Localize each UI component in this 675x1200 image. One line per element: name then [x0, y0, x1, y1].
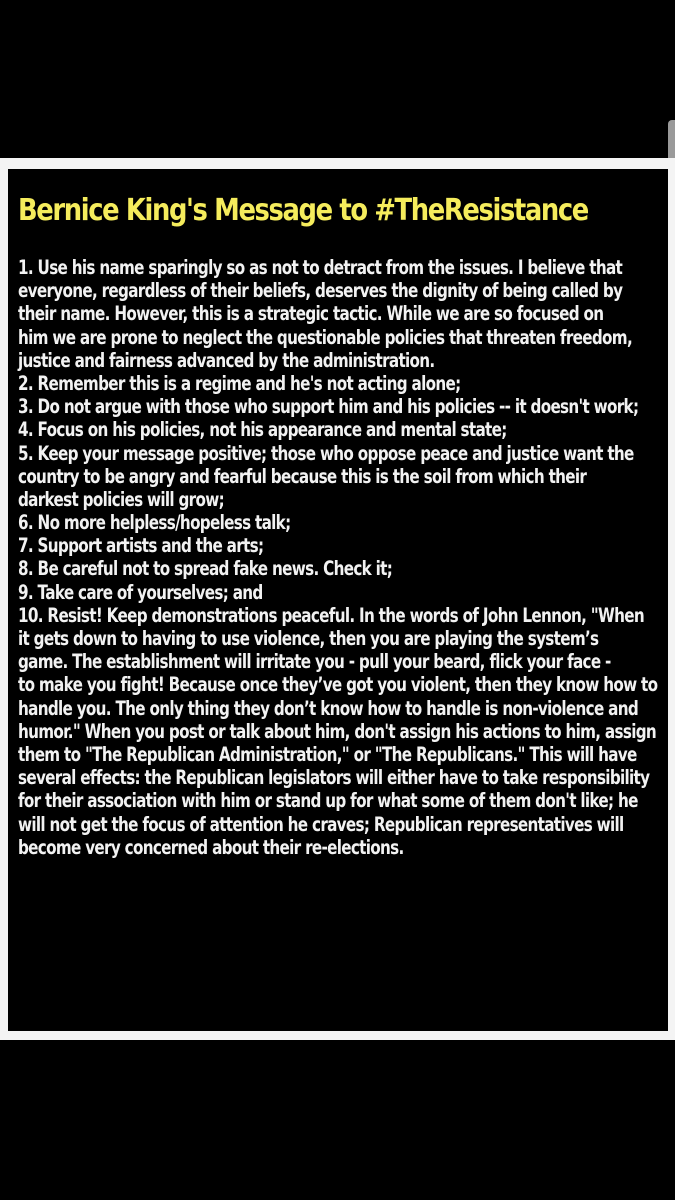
quote-line: 6. No more helpless/hopeless talk;	[18, 511, 291, 535]
quote-body	[18, 256, 666, 859]
quote-line: justice and fairness advanced by the administration.	[18, 348, 435, 372]
quote-line: 4. Focus on his policies, not his appearance and mental state;	[18, 418, 507, 442]
quote-line: their name. However, this is a strategic tactic. While we are so focused on	[18, 302, 604, 326]
quote-line: 5. Keep your message positive; those who oppose peace and justice want the	[18, 441, 634, 465]
quote-line: country to be angry and fearful because this is the soil from which their	[18, 464, 587, 488]
quote-line: them to "The Republican Administration," or "The Republicans." This will have	[18, 742, 637, 766]
quote-line: 7. Support artists and the arts;	[18, 534, 264, 558]
quote-line: several effects: the Republican legislators will either have to take responsibility	[18, 766, 650, 790]
quote-line: 9. Take care of yourselves; and	[18, 580, 263, 604]
quote-line: to make you fight! Because once they’ve got you violent, then they know how to	[18, 673, 658, 697]
quote-line: humor." When you post or talk about him, don't assign his actions to him, assign	[18, 719, 657, 743]
quote-line: him we are prone to neglect the questionable policies that threaten freedom,	[18, 325, 633, 349]
quote-title: Bernice King's Message to #TheResistance	[18, 193, 588, 228]
quote-line: become very concerned about their re-elections.	[18, 835, 404, 859]
quote-line: game. The establishment will irritate you - pull your beard, flick your face -	[18, 650, 611, 674]
quote-line: 8. Be careful not to spread fake news. Check it;	[18, 557, 393, 581]
quote-line: 3. Do not argue with those who support him and his policies -- it doesn't work;	[18, 395, 639, 419]
quote-line: darkest policies will grow;	[18, 487, 224, 511]
quote-line: 2. Remember this is a regime and he's not acting alone;	[18, 371, 461, 395]
quote-line: handle you. The only thing they don’t know how to handle is non-violence and	[18, 696, 639, 720]
quote-line: 1. Use his name sparingly so as not to detract from the issues. I believe that	[18, 256, 623, 279]
quote-line: everyone, regardless of their beliefs, deserves the dignity of being called by	[18, 279, 623, 303]
quote-line: it gets down to having to use violence, then you are playing the system’s	[18, 627, 599, 650]
quote-image	[8, 169, 668, 1031]
quote-line: for their association with him or stand up for what some of them don't like; he	[18, 789, 638, 813]
quote-line: 10. Resist! Keep demonstrations peaceful. In the words of John Lennon, "When	[18, 603, 644, 627]
quote-line: will not get the focus of attention he craves; Republican representatives will	[18, 812, 624, 836]
